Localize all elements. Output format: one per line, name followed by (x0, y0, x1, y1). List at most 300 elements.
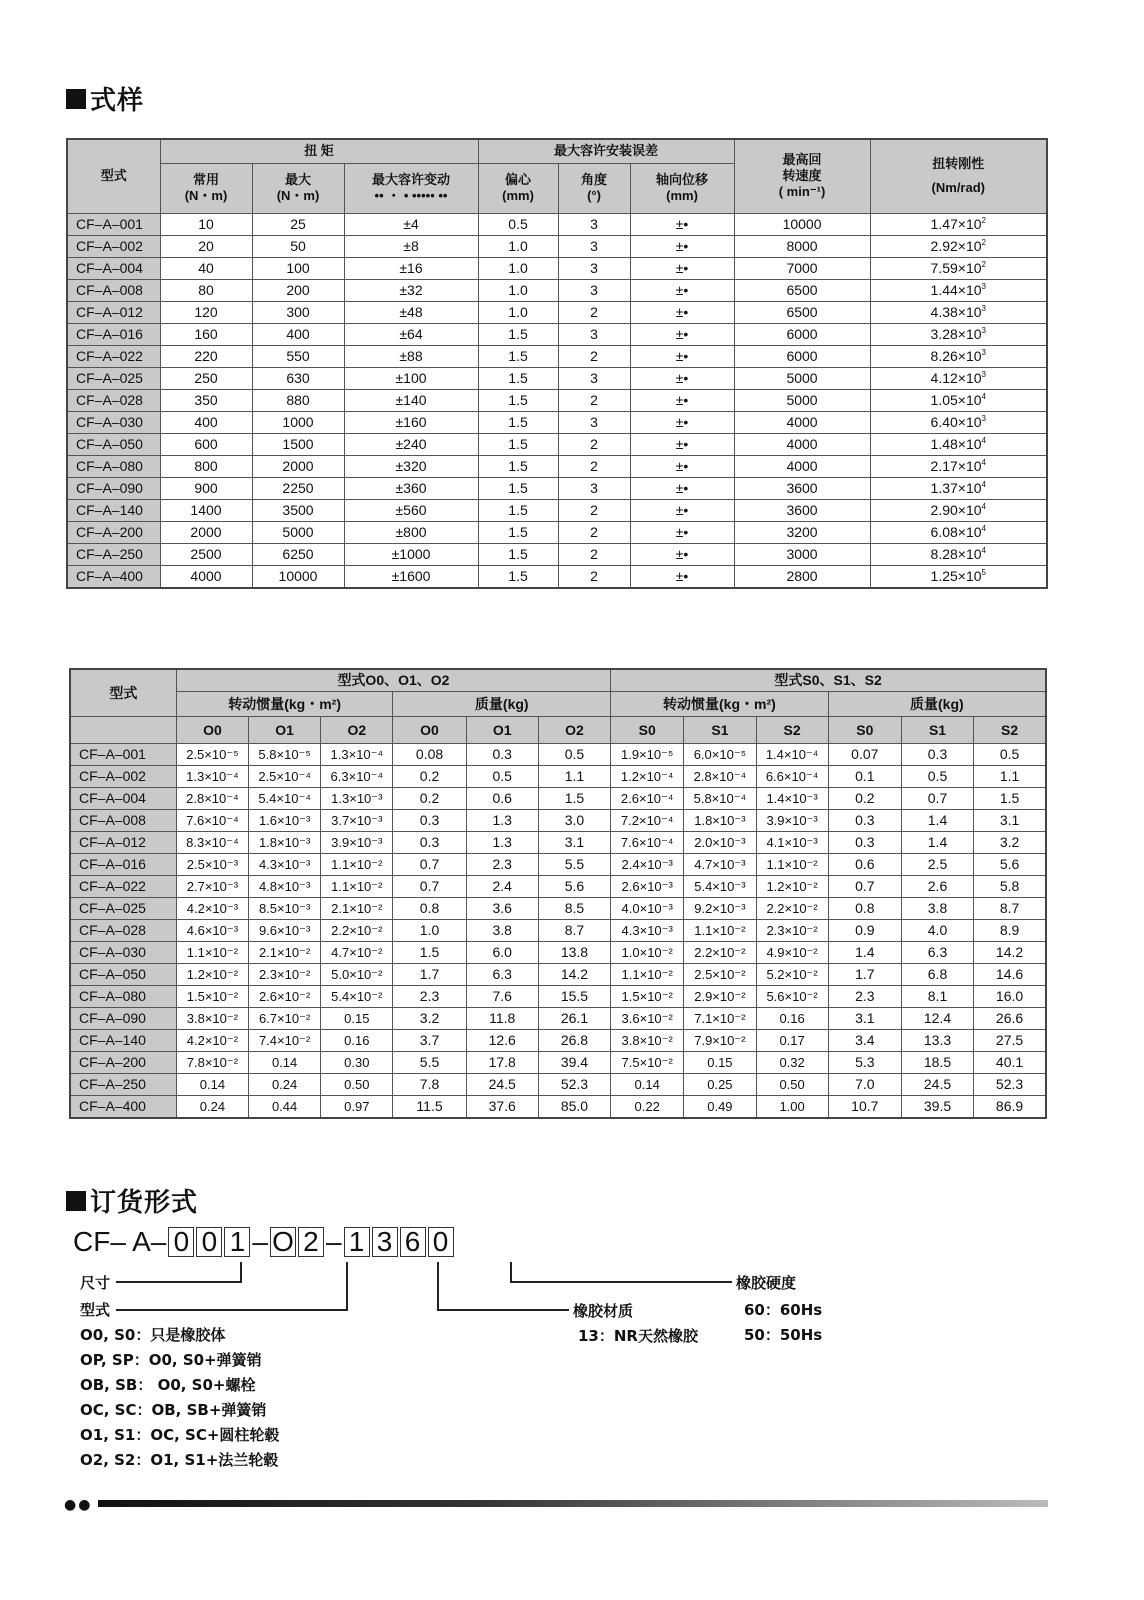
inertia-cell: 0.22 (611, 1095, 684, 1118)
type-note: OC, SC：OB, SB+弹簧销 (80, 1401, 267, 1419)
mass-cell: 0.3 (828, 831, 901, 853)
inertia-cell: 4.2×10⁻² (176, 1029, 248, 1051)
section-title-spec: 式样 (66, 80, 144, 117)
header-model: 型式 (70, 669, 176, 716)
table-cell: 6500 (734, 279, 870, 301)
stiffness-cell: $2.90\times 10^4$ (870, 499, 1047, 521)
stiffness-cell: $6.40\times 10^3$ (870, 411, 1047, 433)
model-cell: CF–A–030 (67, 411, 160, 433)
mass-cell: 5.5 (538, 853, 610, 875)
table-cell: 2 (558, 543, 630, 565)
table-row (70, 853, 1046, 875)
mass-cell: 5.6 (974, 853, 1046, 875)
model-cell: CF–A–050 (70, 963, 176, 985)
inertia-cell: 2.2×10⁻² (756, 897, 828, 919)
table-cell: 1.0 (478, 235, 558, 257)
model-cell: CF–A–012 (70, 831, 176, 853)
header-inertia-o: 转动惯量(kg・m²) (176, 691, 393, 716)
mass-cell: 0.3 (393, 809, 466, 831)
model-cell: CF–A–022 (67, 345, 160, 367)
table-cell: ±320 (344, 455, 478, 477)
inertia-cell: 1.1×10⁻² (321, 853, 393, 875)
inertia-cell: 1.5×10⁻² (176, 985, 248, 1007)
inertia-cell: 4.7×10⁻³ (684, 853, 756, 875)
table-row (70, 897, 1046, 919)
subheader-o2: O2 (538, 716, 610, 743)
inertia-cell: 4.1×10⁻³ (756, 831, 828, 853)
leader-line (510, 1281, 732, 1283)
table-cell: 20 (160, 235, 252, 257)
inertia-cell: 1.4×10⁻⁴ (756, 743, 828, 765)
mass-cell: 52.3 (974, 1073, 1046, 1095)
inertia-cell: 1.6×10⁻³ (249, 809, 321, 831)
table-cell: 400 (160, 411, 252, 433)
stiffness-cell: $4.38\times 10^3$ (870, 301, 1047, 323)
stiffness-cell: $2.17\times 10^4$ (870, 455, 1047, 477)
table-cell: 350 (160, 389, 252, 411)
table-cell: 200 (252, 279, 344, 301)
inertia-cell: 3.8×10⁻² (611, 1029, 684, 1051)
mass-cell: 14.6 (974, 963, 1046, 985)
type-note: O0, S0：只是橡胶体 (80, 1326, 226, 1344)
table-cell: 2000 (160, 521, 252, 543)
table-cell: 2 (558, 499, 630, 521)
mass-cell: 8.7 (974, 897, 1046, 919)
table-cell: ±88 (344, 345, 478, 367)
mass-cell: 26.8 (538, 1029, 610, 1051)
model-cell: CF–A–200 (70, 1051, 176, 1073)
table-cell: ±140 (344, 389, 478, 411)
table-cell: 8000 (734, 235, 870, 257)
inertia-cell: 0.14 (176, 1073, 248, 1095)
table-cell: 1.5 (478, 411, 558, 433)
table-cell: 5000 (734, 389, 870, 411)
table-cell: 120 (160, 301, 252, 323)
inertia-cell: 1.3×10⁻⁴ (176, 765, 248, 787)
table-row (67, 543, 1047, 565)
table-cell: 1.5 (478, 565, 558, 588)
table-cell: 4000 (160, 565, 252, 588)
table-cell: 10000 (252, 565, 344, 588)
table-cell: 220 (160, 345, 252, 367)
mass-cell: 1.5 (974, 787, 1046, 809)
mass-cell: 3.2 (974, 831, 1046, 853)
inertia-cell: 7.1×10⁻² (684, 1007, 756, 1029)
mass-cell: 4.0 (901, 919, 973, 941)
mass-cell: 5.8 (974, 875, 1046, 897)
inertia-cell: 3.9×10⁻³ (756, 809, 828, 831)
table-cell: 10000 (734, 213, 870, 235)
leader-line (346, 1262, 348, 1310)
mass-cell: 6.3 (901, 941, 973, 963)
mass-cell: 3.1 (828, 1007, 901, 1029)
table-cell: 1.5 (478, 499, 558, 521)
subheader-o0: O0 (176, 716, 248, 743)
mass-cell: 26.6 (974, 1007, 1046, 1029)
table-row (70, 1073, 1046, 1095)
inertia-cell: 5.0×10⁻² (321, 963, 393, 985)
mass-cell: 1.4 (901, 809, 973, 831)
mass-cell: 3.8 (466, 919, 538, 941)
table-cell: ±• (630, 433, 734, 455)
mass-cell: 1.3 (466, 809, 538, 831)
hardness-note: 60：60Hs (744, 1301, 823, 1319)
inertia-cell: 2.5×10⁻⁴ (249, 765, 321, 787)
header-torsional-stiffness: 扭转刚性 (Nm/rad) (870, 139, 1047, 213)
mass-cell: 2.4 (466, 875, 538, 897)
table-row (70, 985, 1046, 1007)
model-cell: CF–A–090 (70, 1007, 176, 1029)
table-cell: 1.5 (478, 477, 558, 499)
table-cell: 1.0 (478, 279, 558, 301)
table-cell: 80 (160, 279, 252, 301)
table-cell: 40 (160, 257, 252, 279)
leader-line (437, 1309, 569, 1311)
inertia-cell: 1.0×10⁻² (611, 941, 684, 963)
mass-cell: 6.0 (466, 941, 538, 963)
inertia-cell: 0.32 (756, 1051, 828, 1073)
table-cell: ±8 (344, 235, 478, 257)
header-max-speed: 最高回 转速度 ( min⁻¹) (734, 139, 870, 213)
model-cell: CF–A–012 (67, 301, 160, 323)
mass-cell: 0.9 (828, 919, 901, 941)
stiffness-cell: $1.48\times 10^4$ (870, 433, 1047, 455)
inertia-cell: 4.6×10⁻³ (176, 919, 248, 941)
table-cell: ±• (630, 345, 734, 367)
table-row (67, 323, 1047, 345)
stiffness-cell: $1.44\times 10^3$ (870, 279, 1047, 301)
type-note: O2, S2：O1, S1+法兰轮毂 (80, 1451, 279, 1469)
mass-cell: 13.3 (901, 1029, 973, 1051)
table-cell: ±• (630, 389, 734, 411)
table-row (70, 1095, 1046, 1118)
model-cell: CF–A–008 (70, 809, 176, 831)
mass-cell: 0.08 (393, 743, 466, 765)
square-bullet-icon (66, 89, 86, 109)
table-cell: ±4 (344, 213, 478, 235)
mass-cell: 0.7 (828, 875, 901, 897)
inertia-cell: 0.24 (176, 1095, 248, 1118)
inertia-cell: 5.4×10⁻² (321, 985, 393, 1007)
table-cell: 1000 (252, 411, 344, 433)
table-cell: 3 (558, 279, 630, 301)
table-cell: ±• (630, 279, 734, 301)
model-cell: CF–A–140 (67, 499, 160, 521)
inertia-cell: 4.2×10⁻³ (176, 897, 248, 919)
footer-dots: ●● (64, 1497, 93, 1513)
stiffness-cell: $1.37\times 10^4$ (870, 477, 1047, 499)
type-note: OB, SB： O0, S0+螺栓 (80, 1376, 256, 1394)
mass-cell: 0.2 (393, 787, 466, 809)
leader-line (116, 1281, 242, 1283)
table-cell: 1.0 (478, 301, 558, 323)
inertia-cell: 6.0×10⁻⁵ (684, 743, 756, 765)
table-cell: ±• (630, 543, 734, 565)
table-cell: 300 (252, 301, 344, 323)
inertia-cell: 2.6×10⁻³ (611, 875, 684, 897)
stiffness-cell: $7.59\times 10^2$ (870, 257, 1047, 279)
mass-cell: 0.6 (466, 787, 538, 809)
table-cell: 5000 (734, 367, 870, 389)
mass-cell: 0.07 (828, 743, 901, 765)
table-cell: ±240 (344, 433, 478, 455)
table-cell: 7000 (734, 257, 870, 279)
size-digit-box: 0 (168, 1227, 194, 1257)
inertia-cell: 2.5×10⁻⁵ (176, 743, 248, 765)
mass-cell: 1.7 (828, 963, 901, 985)
stiffness-cell: $4.12\times 10^3$ (870, 367, 1047, 389)
mass-cell: 5.6 (538, 875, 610, 897)
mass-cell: 0.6 (828, 853, 901, 875)
table-cell: 1.5 (478, 543, 558, 565)
mass-cell: 0.7 (393, 853, 466, 875)
table-row (70, 875, 1046, 897)
inertia-cell: 5.6×10⁻² (756, 985, 828, 1007)
mass-cell: 0.3 (901, 743, 973, 765)
header-rated: 常用 (N・m) (160, 163, 252, 213)
table-row (70, 1029, 1046, 1051)
inertia-cell: 8.5×10⁻³ (249, 897, 321, 919)
table-cell: 3 (558, 323, 630, 345)
inertia-cell: 4.7×10⁻² (321, 941, 393, 963)
table-cell: 2800 (734, 565, 870, 588)
header-max: 最大 (N・m) (252, 163, 344, 213)
table-cell: 3 (558, 213, 630, 235)
inertia-cell: 2.1×10⁻² (321, 897, 393, 919)
model-cell: CF–A–250 (70, 1073, 176, 1095)
mass-cell: 1.4 (901, 831, 973, 853)
material-label: 橡胶材质 (573, 1302, 634, 1320)
inertia-cell: 3.7×10⁻³ (321, 809, 393, 831)
table-row (70, 1007, 1046, 1029)
inertia-cell: 0.16 (321, 1029, 393, 1051)
mass-cell: 1.4 (828, 941, 901, 963)
table-cell: 1.5 (478, 367, 558, 389)
table-cell: 1.5 (478, 389, 558, 411)
subheader-s2: S2 (974, 716, 1046, 743)
mass-cell: 3.8 (901, 897, 973, 919)
model-cell: CF–A–016 (70, 853, 176, 875)
table-cell: 2 (558, 521, 630, 543)
table-cell: 1.0 (478, 257, 558, 279)
stiffness-cell: $1.05\times 10^4$ (870, 389, 1047, 411)
type-char-box: 2 (298, 1227, 324, 1257)
square-bullet-icon (66, 1191, 86, 1211)
table-cell: 5000 (252, 521, 344, 543)
header-model: 型式 (67, 139, 160, 213)
header-variation: 最大容许变动 •• ・ • ••••• •• (344, 163, 478, 213)
mass-cell: 37.6 (466, 1095, 538, 1118)
inertia-cell: 1.9×10⁻⁵ (611, 743, 684, 765)
inertia-cell: 0.14 (249, 1051, 321, 1073)
model-cell: CF–A–030 (70, 941, 176, 963)
model-cell: CF–A–001 (67, 213, 160, 235)
table-cell: 2000 (252, 455, 344, 477)
code-digit-box: 6 (400, 1227, 426, 1257)
inertia-cell: 7.6×10⁻⁴ (176, 809, 248, 831)
model-cell: CF–A–004 (67, 257, 160, 279)
table-cell: ±800 (344, 521, 478, 543)
table-row (70, 787, 1046, 809)
table-cell: ±• (630, 301, 734, 323)
inertia-cell: 1.3×10⁻³ (321, 787, 393, 809)
table-row (67, 279, 1047, 301)
inertia-cell: 3.6×10⁻² (611, 1007, 684, 1029)
inertia-cell: 1.8×10⁻³ (249, 831, 321, 853)
order-code: CF– A– 0 0 1 – O 2 – 1 3 6 0 (72, 1224, 455, 1260)
type-note: OP, SP：O0, S0+弹簧销 (80, 1351, 262, 1369)
table-cell: ±160 (344, 411, 478, 433)
mass-cell: 0.5 (974, 743, 1046, 765)
table-row (67, 477, 1047, 499)
inertia-cell: 3.8×10⁻² (176, 1007, 248, 1029)
mass-cell: 7.0 (828, 1073, 901, 1095)
inertia-cell: 0.50 (321, 1073, 393, 1095)
header-blank (70, 716, 176, 743)
inertia-cell: 5.8×10⁻⁴ (684, 787, 756, 809)
inertia-cell: 2.3×10⁻² (756, 919, 828, 941)
table-cell: 1.5 (478, 433, 558, 455)
inertia-cell: 1.1×10⁻² (321, 875, 393, 897)
table-cell: 6000 (734, 323, 870, 345)
model-cell: CF–A–400 (70, 1095, 176, 1118)
mass-cell: 1.5 (393, 941, 466, 963)
mass-cell: 5.5 (393, 1051, 466, 1073)
table-cell: 880 (252, 389, 344, 411)
table-cell: 2 (558, 389, 630, 411)
model-cell: CF–A–022 (70, 875, 176, 897)
subheader-s2: S2 (756, 716, 828, 743)
header-torque: 扭 矩 (160, 139, 478, 163)
mass-cell: 1.0 (393, 919, 466, 941)
hardness-note: 50：50Hs (744, 1326, 823, 1344)
table-cell: 2500 (160, 543, 252, 565)
mass-cell: 5.3 (828, 1051, 901, 1073)
table-cell: 100 (252, 257, 344, 279)
inertia-cell: 7.9×10⁻² (684, 1029, 756, 1051)
header-mass-s: 质量(kg) (828, 691, 1046, 716)
table-cell: ±16 (344, 257, 478, 279)
table-row (67, 367, 1047, 389)
table-row (70, 963, 1046, 985)
table-cell: 1.5 (478, 455, 558, 477)
mass-cell: 3.1 (538, 831, 610, 853)
mass-cell: 39.4 (538, 1051, 610, 1073)
table-cell: 25 (252, 213, 344, 235)
inertia-cell: 1.8×10⁻³ (684, 809, 756, 831)
inertia-cell: 6.7×10⁻² (249, 1007, 321, 1029)
mass-cell: 11.8 (466, 1007, 538, 1029)
table-cell: ±1600 (344, 565, 478, 588)
inertia-cell: 4.3×10⁻³ (249, 853, 321, 875)
model-cell: CF–A–004 (70, 787, 176, 809)
table-cell: ±560 (344, 499, 478, 521)
mass-cell: 0.5 (466, 765, 538, 787)
mass-cell: 0.3 (828, 809, 901, 831)
inertia-cell: 7.2×10⁻⁴ (611, 809, 684, 831)
inertia-cell: 5.8×10⁻⁵ (249, 743, 321, 765)
inertia-cell: 2.5×10⁻² (684, 963, 756, 985)
inertia-cell: 5.4×10⁻³ (684, 875, 756, 897)
mass-cell: 3.1 (974, 809, 1046, 831)
mass-cell: 11.5 (393, 1095, 466, 1118)
type-note: O1, S1：OC, SC+圆柱轮毂 (80, 1426, 280, 1444)
inertia-cell: 9.6×10⁻³ (249, 919, 321, 941)
mass-cell: 0.5 (901, 765, 973, 787)
inertia-cell: 7.4×10⁻² (249, 1029, 321, 1051)
hardness-label: 橡胶硬度 (736, 1274, 797, 1292)
table-row (67, 235, 1047, 257)
footer-bar (98, 1500, 1048, 1507)
header-axial: 轴向位移 (mm) (630, 163, 734, 213)
table-row (67, 455, 1047, 477)
inertia-cell: 2.9×10⁻² (684, 985, 756, 1007)
mass-cell: 0.8 (393, 897, 466, 919)
header-misalignment: 最大容许安装误差 (478, 139, 734, 163)
mass-cell: 1.1 (538, 765, 610, 787)
inertia-cell: 4.8×10⁻³ (249, 875, 321, 897)
inertia-cell: 2.8×10⁻⁴ (684, 765, 756, 787)
inertia-cell: 0.15 (321, 1007, 393, 1029)
mass-cell: 8.9 (974, 919, 1046, 941)
inertia-cell: 2.2×10⁻² (321, 919, 393, 941)
inertia-cell: 1.1×10⁻² (611, 963, 684, 985)
inertia-mass-table (69, 668, 1047, 1119)
table-cell: ±• (630, 521, 734, 543)
inertia-cell: 0.15 (684, 1051, 756, 1073)
mass-cell: 86.9 (974, 1095, 1046, 1118)
inertia-cell: 9.2×10⁻³ (684, 897, 756, 919)
inertia-cell: 0.50 (756, 1073, 828, 1095)
mass-cell: 14.2 (974, 941, 1046, 963)
mass-cell: 14.2 (538, 963, 610, 985)
mass-cell: 3.7 (393, 1029, 466, 1051)
table-cell: 800 (160, 455, 252, 477)
mass-cell: 2.5 (901, 853, 973, 875)
table-cell: ±360 (344, 477, 478, 499)
table-cell: 2 (558, 433, 630, 455)
inertia-cell: 8.3×10⁻⁴ (176, 831, 248, 853)
mass-cell: 1.1 (974, 765, 1046, 787)
table-cell: 3 (558, 477, 630, 499)
model-cell: CF–A–080 (70, 985, 176, 1007)
size-digit-box: 1 (224, 1227, 250, 1257)
table-row (70, 941, 1046, 963)
table-cell: 550 (252, 345, 344, 367)
inertia-cell: 2.3×10⁻² (249, 963, 321, 985)
inertia-cell: 2.4×10⁻³ (611, 853, 684, 875)
code-digit-box: 3 (372, 1227, 398, 1257)
inertia-cell: 0.44 (249, 1095, 321, 1118)
table-row (70, 831, 1046, 853)
leader-line (437, 1262, 439, 1310)
mass-cell: 17.8 (466, 1051, 538, 1073)
header-angle: 角度 (°) (558, 163, 630, 213)
table-cell: ±• (630, 565, 734, 588)
table-cell: 250 (160, 367, 252, 389)
subheader-s1: S1 (684, 716, 756, 743)
mass-cell: 0.2 (828, 787, 901, 809)
stiffness-cell: $8.26\times 10^3$ (870, 345, 1047, 367)
table-cell: ±• (630, 455, 734, 477)
inertia-cell: 5.2×10⁻² (756, 963, 828, 985)
table-cell: 4000 (734, 455, 870, 477)
table-cell: 1400 (160, 499, 252, 521)
mass-cell: 6.8 (901, 963, 973, 985)
mass-cell: 12.4 (901, 1007, 973, 1029)
mass-cell: 3.2 (393, 1007, 466, 1029)
table-row (70, 919, 1046, 941)
